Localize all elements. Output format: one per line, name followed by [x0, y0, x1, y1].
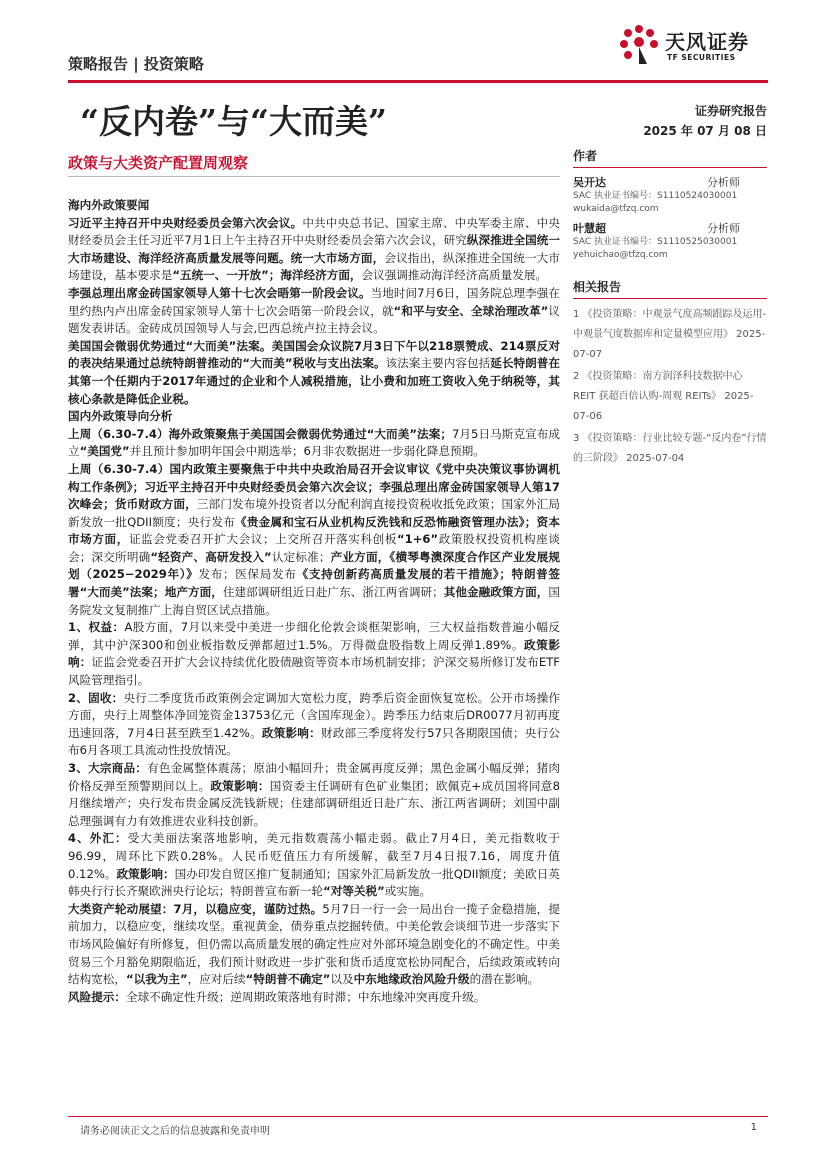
analyst-card [573, 220, 767, 262]
analyst-email[interactable]: wukaida@tfzq.com [573, 204, 659, 214]
brand-name-cn: 天风证券 [665, 30, 749, 54]
page-subtitle: 政策与大类资产配置周观察 [68, 154, 249, 172]
section-heading-overseas: 海内外政策要闻 [68, 198, 150, 212]
related-report-link[interactable]: 2 《投资策略：南方润泽科技数据中心 REIT 获超百倍认购-周观 REITs》 2025-07-06 [573, 371, 754, 422]
authors-heading: 作者 [573, 147, 767, 168]
subtitle-divider [68, 176, 560, 177]
related-reports-panel [573, 278, 767, 471]
analyst-role: 分析师 [707, 176, 740, 189]
paragraph: 习近平主持召开中央财经委员会第六次会议。中共中央总书记、国家主席、中央军委主席、中央财经委员会主任习近平7月1日上午主持召开中央财经委员会第六次会议，研究纵深推进全国统一大市场建设、海洋经济高质量发展等问题。统一大市场方面，会议指出，纵深推进全国统一大市场建设，基本要求是“五统一、一开放”；海洋经济方面，会议强调推动海洋经济高质量发展。 [68, 215, 560, 283]
related-heading: 相关报告 [573, 278, 767, 299]
paragraph: 李强总理出席金砖国家领导人第十七次会晤第一阶段会议。当地时间7月6日，国务院总理李强在里约热内卢出席金砖国家领导人第十七次会晤第一阶段会议，就“和平与安全、全球治理改革”议题发表讲话。金砖成员国领导人与会,巴西总统卢拉主持会议。 [68, 285, 560, 336]
related-report-link[interactable]: 3 《投资策略：行业比较专题-“反内卷”行情的三阶段》 2025-07-04 [573, 433, 767, 464]
related-report-link[interactable]: 1 《投资策略：中观景气度高频跟踪及运用-中观景气度数据库和定量模型应用》 2025-07-07 [573, 309, 767, 360]
analyst-email[interactable]: yehuichao@tfzq.com [573, 250, 668, 260]
analyst-cert: SAC 执业证书编号：S1110525030001 [573, 237, 738, 247]
analyst-name: 叶慧超 [573, 222, 606, 235]
report-type: 证券研究报告 [694, 104, 767, 118]
section-heading-policy: 国内外政策导向分析 [68, 409, 173, 424]
page-title: “反内卷”与“大而美” [80, 102, 387, 141]
report-category: 策略报告 | 投资策略 [68, 55, 204, 73]
paragraph: 上周（6.30-7.4）国内政策主要聚焦于中共中央政治局召开会议审议《党中央决策议事协调机构工作条例》；习近平主持召开中央财经委员会第六次会议；李强总理出席金砖国家领导人第17次峰会；货币财政方面，三部门发布境外投资者以分配利润直接投资税收抵免政策；国家外汇局新发放一批QDII额度；央行发布《贵金属和宝石从业机构反洗钱和反恐怖融资管理办法》；资本市场方面，证监会党委召开扩大会议；上交所召开落实科创板“1+6”政策股权投资机构座谈会；深交所明确“轻资产、高研发投入”认定标准；产业方面，《横琴粤澳深度合作区产业发展规划（2025−2029年）》发布；医保局发布《支持创新药高质量发展的若干措施》；特朗普签署“大而美”法案；地产方面，住建部调研组近日赴广东、浙江两省调研；其他金融政策方面，国务院发文复制推广上海自贸区试点措施。 [68, 461, 561, 617]
analyst-card [573, 174, 767, 216]
tf-logo-icon [617, 20, 661, 64]
header-divider [68, 80, 768, 83]
brand-name-en: TF SECURITIES [667, 53, 736, 62]
paragraph: 大类资产轮动展望：7月，以稳应变，谨防过热。5月7日一行一会一局出台一揽子金稳措施，提前加力，以稳应变，继续攻坚。重视黄金，债券重点挖掘转债。中美伦敦会谈细节进一步落实下市场风险偏好有所修复，但仍需以高质量发展的确定性应对外部环境急剧变化的不确定性。中美贸易三个月豁免期限临近，我们预计财政进一步扩张和货币适度宽松协同配合，后续政策或转向结构宽松，“以我为主”，应对后续“特朗普不确定”以及中东地缘政治风险升级的潜在影响。 [68, 901, 560, 987]
footer-disclaimer: 请务必阅读正文之后的信息披露和免责申明 [80, 1126, 270, 1137]
risk-warning: 风险提示：全球不确定性升级；逆周期政策落地有时滞；中东地缘冲突再度升级。 [68, 989, 486, 1004]
paragraph: 2、固收：央行二季度货币政策例会定调加大宽松力度，跨季后资金面恢复宽松。公开市场操作方面，央行上周整体净回笼资金13753亿元（含国库现金）。跨季压力结束后DR0077月初再度迅速回落，7月4日甚至跌至1.42%。政策影响：财政部三季度将发行57只各期限国债；央行公布6月各项工具流动性投放情况。 [68, 690, 560, 758]
page-number: 1 [750, 1122, 757, 1133]
main-body [68, 197, 560, 1006]
analyst-cert: SAC 执业证书编号：S1110524030001 [573, 191, 738, 201]
report-date: 2025 年 07 月 08 日 [643, 124, 767, 138]
paragraph: 上周（6.30-7.4）海外政策聚焦于美国国会微弱优势通过“大而美”法案；7月5日马斯克宣布成立“美国党”并且预计参加明年国会中期选举；6月非农数据进一步弱化降息预期。 [68, 426, 560, 459]
brand-logo [617, 20, 767, 70]
paragraph: 4、外汇：受大美丽法案落地影响，美元指数震荡小幅走弱。截止7月4日，美元指数收于96.99，周环比下跌0.28%。人民币贬值压力有所缓解，截至7月4日报7.16，周度升值0.12%。政策影响：国办印发自贸区推广复制通知；国家外汇局新发放一批QDII额度；美欧日英韩央行行长齐聚欧洲央行论坛；特朗普宣布新一轮“对等关税”或实施。 [68, 831, 560, 899]
analyst-name: 吴开达 [573, 176, 606, 189]
footer-divider [68, 1116, 768, 1117]
author-panel [573, 147, 767, 266]
analyst-role: 分析师 [707, 222, 740, 235]
paragraph: 3、大宗商品：有色金属整体震荡；原油小幅回升；贵金属再度反弹；黑色金属小幅反弹；猪肉价格反弹至预警期间以上。政策影响：国资委主任调研有色矿业集团；欧佩克+成员国将同意8月继续增产；央行发布贵金属反洗钱新规；住建部调研组近日赴广东、浙江两省调研；刘国中副总理强调有力有效推进农业科技创新。 [68, 761, 560, 828]
paragraph: 1、权益：A股方面，7月以来受中美进一步细化伦敦会谈框架影响，三大权益指数普遍小幅反弹，其中沪深300和创业板指数反弹都超过1.5%。万得微盘股指数上周反弹1.89%。政策影响：证监会党委召开扩大会议持续优化股债融资等资本市场机制安排；沪深交易所修订发布ETF风险管理指引。 [68, 620, 560, 688]
paragraph: 美国国会微弱优势通过“大而美”法案。美国国会众议院7月3日下午以218票赞成、214票反对的表决结果通过总统特朗普推动的“大而美”税收与支出法案。该法案主要内容包括延长特朗普在其第一个任期内于2017年通过的企业和个人减税措施，让小费和加班工资收入免于纳税等，其核心条款是降低企业税。 [68, 338, 560, 406]
